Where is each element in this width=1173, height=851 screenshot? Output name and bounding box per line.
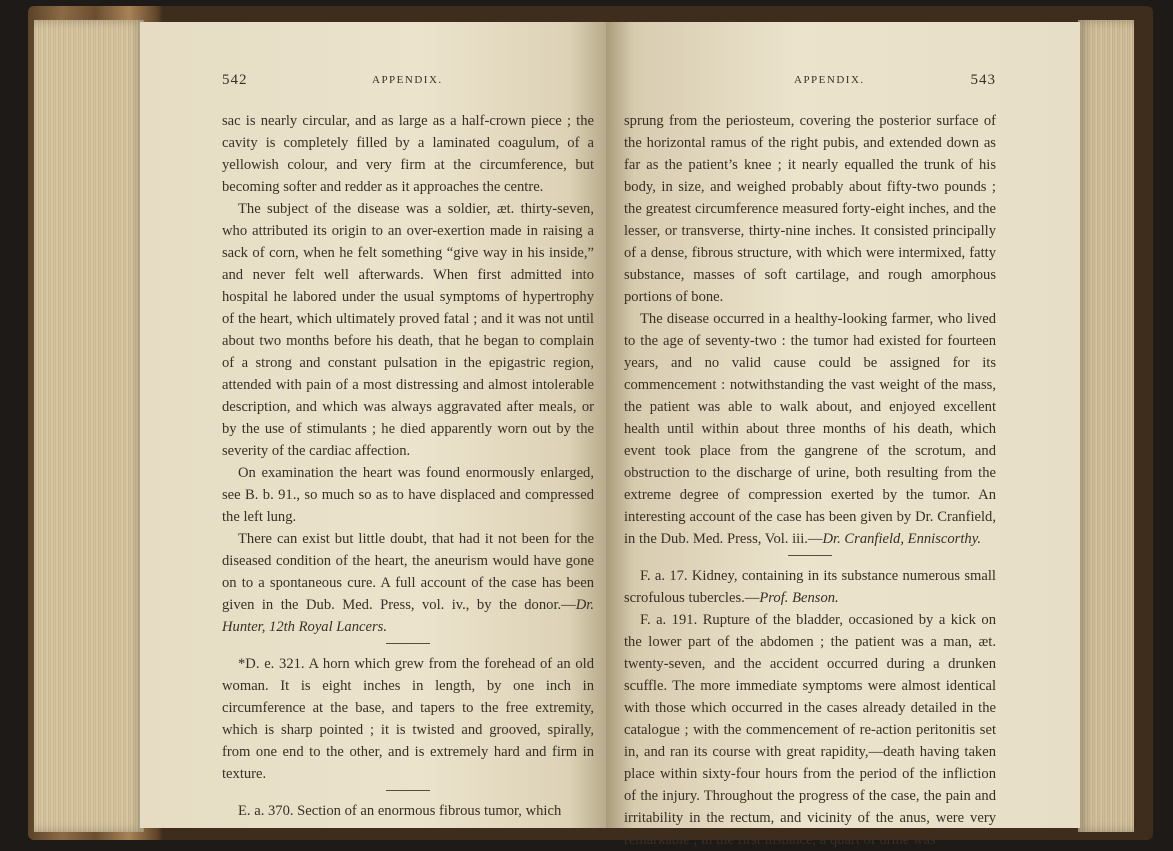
- catalogue-entry: F. a. 191. Rupture of the bladder, occasioned by a kick on the lower part of the abdomen ; the patient was a man, æt. twenty-seven, and the accident occurred during a drunken scuffle. The more immediate symptoms were almost identical with those which occurred in the cases already detailed in the catalogue ; with the commencement of re-action peritonitis set in, and ran its course with great rapidity,—death having taken place within sixty-four hours from the period of the infliction of the injury. Throughout the progress of the case, the pain and irritability in the rectum, and vicinity of the anus, were very remarkable ; in the first instance, a quart of urine was: [624, 612, 996, 848]
- right-page: [606, 22, 1080, 848]
- page-number: 543: [970, 72, 996, 88]
- running-head: APPENDIX.: [794, 74, 865, 86]
- paragraph: The subject of the disease was a soldier, æt. thirty-seven, who attributed its origin to an over-exertion made in raising a sack of corn, when he felt something “give way in his inside,” and never felt well afterwards. When first admitted into hospital he labored under the usual symptoms of hypertrophy of the heart, which ultimately proved fatal ; and it was not until about two months before his death, that he began to complain of a strong and constant pulsation in the epigastric region, attended with pain of a most distressing and almost intolerable description, and which was always aggravated after meals, or by the use of stimulants ; he died apparently worn out by the severity of the cardiac affection.: [222, 201, 594, 459]
- right-page-body: [624, 110, 996, 851]
- section-divider: [386, 790, 430, 791]
- right-page-header: [624, 74, 996, 94]
- left-page: [140, 22, 606, 828]
- left-page-body: [222, 110, 594, 822]
- paragraph-text: The disease occurred in a healthy-looking farmer, who lived to the age of seventy-two : the tumor had existed for fourteen years, and no valid cause could be assigned for its commencement : notwithstanding the vast weight of the mass, the patient was able to walk about, and enjoyed excellent health until within about three months of his death, which event took place from the gangrene of the scrotum, and obstruction to the discharge of urine, both resulting from the extreme degree of compression exerted by the tumor. An interesting account of the case has been given by Dr. Cranfield, in the Dub. Med. Press, Vol. iii.—: [624, 311, 996, 547]
- paragraph: [624, 308, 996, 550]
- left-page-header: [222, 74, 592, 94]
- running-head: APPENDIX.: [372, 74, 443, 86]
- paragraph-text: F. a. 17. Kidney, containing in its substance numerous small scrofulous tubercles.—: [624, 568, 996, 606]
- paragraph: On examination the heart was found enormously enlarged, see B. b. 91., so much so as to have displaced and compressed the left lung.: [222, 465, 594, 525]
- page-edges-right: [1078, 20, 1134, 832]
- paragraph: sprung from the periosteum, covering the posterior surface of the horizontal ramus of the right pubis, and extended down as far as the patient’s knee ; it nearly equalled the trunk of his body, in size, and weighed probably about fifty-two pounds ; the greatest circumference measured forty-eight inches, and the lesser, or transverse, thirty-nine inches. It consisted principally of a dense, fibrous structure, with which were intermixed, fatty substance, masses of soft cartilage, and rough amorphous portions of bone.: [624, 113, 996, 305]
- page-edges-left: [34, 20, 144, 832]
- paragraph: sac is nearly circular, and as large as a half-crown piece ; the cavity is completely filled by a laminated coagulum, of a yellowish colour, and very firm at the circumference, but becoming softer and redder as it approaches the centre.: [222, 113, 594, 195]
- section-divider: [386, 643, 430, 644]
- attribution: Prof. Benson.: [759, 590, 839, 606]
- paragraph-text: There can exist but little doubt, that had it not been for the diseased condition of the heart, the aneurism would have gone on to a spontaneous cure. A full account of the case has been given in the Dub. Med. Press, vol. iv., by the donor.—: [222, 531, 594, 613]
- attribution: Dr. Cranfield, Enniscorthy.: [822, 531, 982, 547]
- section-divider: [788, 555, 832, 556]
- catalogue-entry: E. a. 370. Section of an enormous fibrous tumor, which: [238, 803, 562, 819]
- page-number: 542: [222, 72, 248, 88]
- paragraph: [222, 528, 594, 638]
- attribution: Dr. Hunter, 12th Royal Lancers.: [222, 597, 594, 635]
- catalogue-entry: *D. e. 321. A horn which grew from the forehead of an old woman. It is eight inches in length, by one inch in circumference at the base, and tapers to the free extremity, which is sharp pointed ; it is twisted and grooved, spirally, from one end to the other, and is extremely hard and firm in texture.: [222, 656, 594, 782]
- catalogue-entry: [624, 565, 996, 609]
